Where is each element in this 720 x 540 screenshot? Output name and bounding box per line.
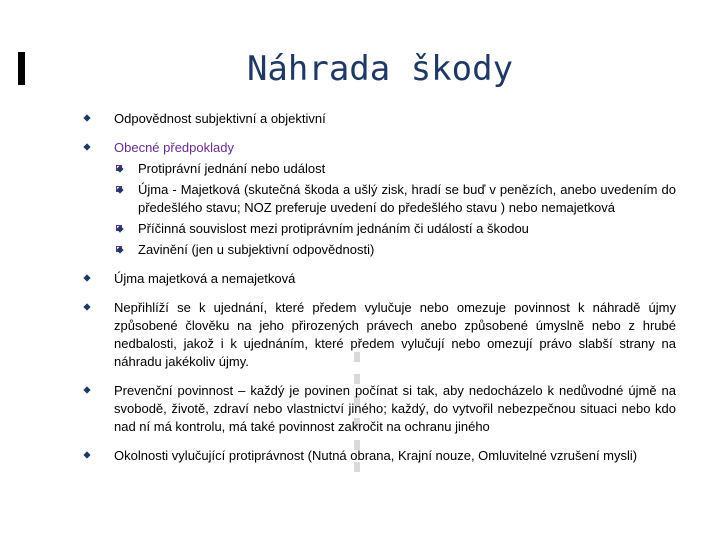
square-bullet-icon bbox=[116, 186, 122, 192]
diamond-bullet-icon bbox=[84, 275, 90, 281]
bullet-item: Odpovědnost subjektivní a objektivní bbox=[84, 110, 676, 128]
bullet-item: Prevenční povinnost – každý je povinen počínat si tak, aby nedocházelo k nedůvodné újmě na svobodě, životě, zdraví nebo vlastnictví jiného; každý, do vytvořil nebezpečnou situaci nebo kdo nad ní má kontrolu, má také povinnost zakročit na ochranu jiného bbox=[84, 382, 676, 436]
sub-bullet-item: Zavinění (jen u subjektivní odpovědnosti) bbox=[114, 241, 676, 259]
square-bullet-icon bbox=[116, 246, 122, 252]
diamond-bullet-icon bbox=[84, 144, 90, 150]
slide-title: Náhrada škody bbox=[246, 49, 514, 89]
sub-bullet-list bbox=[114, 160, 676, 259]
square-bullet-icon bbox=[116, 165, 122, 171]
sub-bullet-item: Protiprávní jednání nebo událost bbox=[114, 160, 676, 178]
sub-bullet-item: Újma - Majetková (skutečná škoda a ušlý zisk, hradí se buď v penězích, anebo uvedením do předešlého stavu; NOZ preferuje uvedení do předešlého stavu ) nebo nemajetková bbox=[114, 181, 676, 217]
bullet-list bbox=[84, 110, 676, 476]
bullet-item: Nepřihlíží se k ujednání, které předem vylučuje nebo omezuje povinnost k náhradě újmy způsobené člověku na jeho přirozených právech anebo způsobené úmyslně nebo z hrubé nedbalosti, jakož i k ujednáním, které předem vylučují nebo omezují právo slabší strany na náhradu jakékoliv újmy. bbox=[84, 299, 676, 371]
diamond-bullet-icon bbox=[84, 452, 90, 458]
diamond-bullet-icon bbox=[84, 115, 90, 121]
bullet-item: Újma majetková a nemajetková bbox=[84, 270, 676, 288]
title-accent-bar bbox=[18, 52, 25, 85]
bullet-item: Okolnosti vylučující protiprávnost (Nutná obrana, Krajní nouze, Omluvitelné vzrušení mysli) bbox=[84, 447, 676, 465]
bullet-item: Obecné předpoklady Protiprávní jednání nebo událost Újma - Majetková (skutečná škoda a ušlý zisk, hradí se buď v penězích, anebo uvedením do předešlého stavu; NOZ preferuje uvedení do předešlého stavu ) nebo nemajetková Příčinná souvislost mezi protiprávním jednáním či událostí a škodou Zavinění (jen u subjektivní odpovědnosti) bbox=[84, 139, 676, 259]
diamond-bullet-icon bbox=[84, 387, 90, 393]
sub-bullet-item: Příčinná souvislost mezi protiprávním jednáním či událostí a škodou bbox=[114, 220, 676, 238]
square-bullet-icon bbox=[116, 225, 122, 231]
diamond-bullet-icon bbox=[84, 304, 90, 310]
